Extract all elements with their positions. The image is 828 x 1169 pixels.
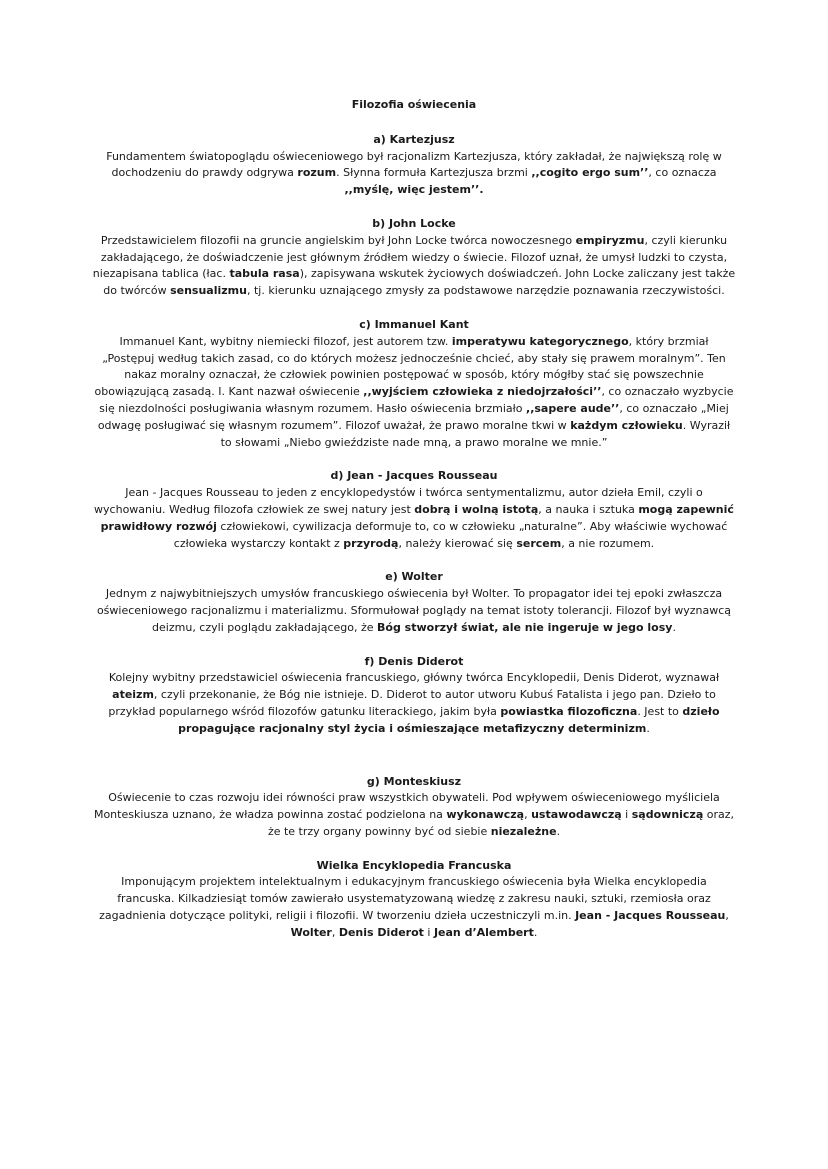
section — [92, 654, 736, 738]
text-run: . — [646, 721, 650, 735]
bold-text: Jean d’Alembert — [433, 925, 534, 939]
text-run: Kolejny wybitny przedstawiciel oświecenia francuskiego, główny twórca Encyklopedii, Denis Diderot, wyznawał — [108, 671, 720, 685]
text-run: , należy kierować się — [398, 536, 517, 550]
section — [92, 468, 736, 552]
text-run: Fundamentem światopoglądu oświeceniowego był racjonalizm Kartezjusza, który zakładał, że największą rolę w dochodzeniu do prawdy odgrywa — [106, 149, 722, 180]
text-run: , tj. kierunku uznającego zmysły za podstawowe narzędzie poznawania rzeczywistości. — [246, 284, 725, 298]
section-paragraph — [92, 670, 736, 737]
bold-text: każdym człowieku — [570, 418, 683, 432]
section-paragraph — [92, 586, 736, 636]
text-run: , a nauka i sztuka — [538, 502, 639, 516]
bold-text: przyrodą — [343, 536, 399, 550]
section-heading: f) Denis Diderot — [364, 654, 464, 668]
section-heading: c) Immanuel Kant — [359, 317, 469, 331]
section-heading: b) John Locke — [372, 216, 456, 230]
section-heading: d) Jean - Jacques Rousseau — [330, 469, 498, 483]
text-run: człowiekowi, cywilizacja deformuje to, co w człowieku „naturalne”. Aby właściwie wychować człowieka wystarczy kontakt z — [173, 519, 728, 550]
section-paragraph — [92, 485, 736, 552]
section-paragraph — [92, 334, 736, 452]
bold-text: powiastka filozoficzna — [500, 704, 638, 718]
section-paragraph — [92, 233, 736, 300]
text-run: i — [423, 925, 434, 939]
text-run: , co oznaczało „Miej odwagę posługiwać się własnym rozumem”. Filozof uważał, że prawo moralne tkwi w — [97, 401, 729, 432]
text-run: , który brzmiał „Postępuj według takich zasad, co do których możesz jednocześnie chcieć, aby stały się prawem moralnym”. Ten nakaz moralny oznaczał, że człowiek powinien postępować w sposób, który mógłby stać się powszechnie obowiązującą zasadą. I. Kant nazwał oświecenie — [94, 334, 726, 399]
bold-text: Bóg stworzył świat, ale nie ingeruje w jego losy — [377, 620, 673, 634]
text-run: ), zapisywana wskutek życiowych doświadczeń. John Locke zaliczany jest także do twórców — [103, 267, 736, 298]
section-heading: a) Kartezjusz — [373, 132, 455, 146]
bold-text: imperatywu kategorycznego — [451, 334, 629, 348]
bold-text: sensualizmu — [170, 284, 247, 298]
bold-text: ustawodawczą — [531, 808, 622, 822]
section-paragraph — [92, 790, 736, 840]
section — [92, 774, 736, 841]
text-run: . Jest to — [637, 704, 683, 718]
bold-text: Wolter — [290, 925, 332, 939]
section-paragraph — [92, 874, 736, 941]
bold-text: dzieło propagujące racjonalny styl życia i ośmieszające metafizyczny determinizm — [178, 704, 720, 735]
section — [92, 317, 736, 451]
text-run: Jednym z najwybitniejszych umysłów francuskiego oświecenia był Wolter. To propagator idei tej epoki zwłaszcza oświeceniowego racjonalizmu i materializmu. Sformułował poglądy na temat istoty tolerancji. Filozof był wyznawcą deizmu, czyli poglądu zakładającego, że — [96, 587, 732, 634]
text-run: . — [556, 824, 561, 838]
bold-text: tabula rasa — [229, 267, 300, 281]
bold-text: rozum — [297, 166, 337, 180]
section — [92, 858, 736, 942]
section-heading: Wielka Encyklopedia Francuska — [316, 858, 512, 872]
section-paragraph — [92, 149, 736, 199]
text-run: , czyli przekonanie, że Bóg nie istnieje. D. Diderot to autor utworu Kubuś Fatalista i jego pan. Dzieło to przykład popularnego wśród filozofów gatunku literackiego, jakim była — [108, 688, 716, 718]
section — [92, 569, 736, 636]
bold-text: niezależne — [490, 824, 557, 838]
bold-text: sądowniczą — [631, 808, 704, 822]
text-run: Imponującym projektem intelektualnym i edukacyjnym francuskiego oświecenia była Wielka encyklopedia francuska. Kilkadziesiąt tomów zawierało usystematyzowaną wiedzę z zakresu nauki, sztuki, rzemiosła oraz zagadnienia dotyczące polityki, religii i filozofii. W tworzeniu dzieła uczestniczyli m.in. — [99, 875, 711, 923]
bold-text: wykonawczą — [446, 808, 525, 822]
text-run: , co oznaczało wyzbycie się niezdolności posługiwania własnym rozumem. Hasło oświecenia brzmiało — [99, 385, 734, 415]
bold-text: Denis Diderot — [338, 925, 424, 939]
text-run: , — [524, 808, 532, 822]
bold-text: sercem — [516, 536, 562, 550]
text-run: . — [672, 620, 676, 634]
bold-text: empiryzmu — [575, 233, 645, 247]
text-run: . Słynna formuła Kartezjusza brzmi — [336, 166, 532, 180]
text-run: , — [331, 925, 339, 939]
document-title: Filozofia oświecenia — [351, 98, 477, 111]
bold-text: ,,wyjściem człowieka z niedojrzałości’’ — [363, 385, 602, 399]
document-page — [92, 97, 736, 959]
bold-text: ,,cogito ergo sum’’ — [531, 166, 649, 180]
text-run: Immanuel Kant, wybitny niemiecki filozof, jest autorem tzw. — [119, 334, 452, 348]
section-heading: g) Monteskiusz — [366, 774, 462, 788]
bold-text: ,,sapere aude’’ — [526, 401, 620, 415]
text-run: i — [621, 808, 632, 822]
text-run: oraz, że te trzy organy powinny być od siebie — [267, 808, 735, 838]
bold-text: dobrą i wolną istotą — [414, 502, 539, 516]
text-run: , co oznacza — [648, 166, 717, 180]
section — [92, 216, 736, 300]
bold-text: mogą zapewnić prawidłowy rozwój — [100, 502, 734, 533]
text-run: Przedstawicielem filozofii na gruncie angielskim był John Locke twórca nowoczesnego — [100, 233, 576, 247]
bold-text: ateizm — [112, 688, 154, 702]
text-run: Oświecenie to czas rozwoju idei równości praw wszystkich obywateli. Pod wpływem oświeceniowego myśliciela Monteskiusza uznano, że władza powinna zostać podzielona na — [93, 791, 720, 822]
text-run: , a nie rozumem. — [561, 536, 655, 550]
text-run: . — [533, 925, 538, 939]
bold-text: Jean - Jacques Rousseau — [575, 909, 726, 923]
text-run: , — [725, 909, 729, 923]
bold-text: ,,myślę, więc jestem’’. — [344, 183, 484, 197]
section — [92, 132, 736, 199]
section-heading: e) Wolter — [385, 570, 443, 584]
text-run: Jean - Jacques Rousseau to jeden z encyklopedystów i twórca sentymentalizmu, autor dzieła Emil, czyli o wychowaniu. Według filozofa człowiek ze swej natury jest — [94, 486, 703, 516]
text-run: . Wyraził to słowami „Niebo gwieździste nade mną, a prawo moralne we mnie.” — [220, 418, 731, 449]
text-run: , czyli kierunku zakładającego, że doświadczenie jest głównym źródłem wiedzy o świecie. Filozof uznał, że umysł ludzki to czysta, niezapisana tablica (łac. — [92, 233, 728, 281]
sections-container — [92, 132, 736, 942]
